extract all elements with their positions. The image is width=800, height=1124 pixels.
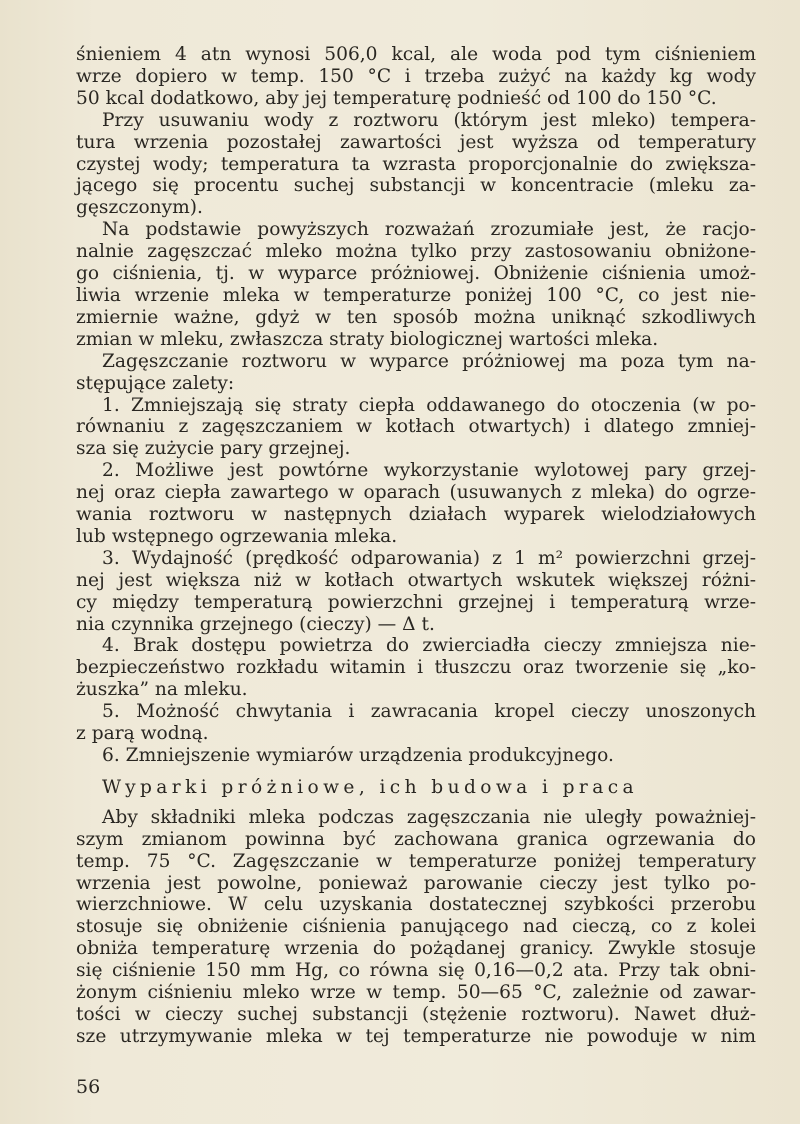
list-item: 5. Możność chwytania i zawracania kropel cieczy unoszonych [102, 701, 756, 723]
text-line: nej jest większa niż w kotłach otwartych wskutek większej różni- [76, 569, 756, 591]
text-line: jącego się procentu suchej substancji w koncentracie (mleku za- [76, 175, 756, 197]
text-line: tości w cieczy suchej substancji (stężenie roztworu). Nawet dłuż- [76, 1003, 756, 1025]
text-line: stosuje się obniżenie ciśnienia panującego nad cieczą, co z kolei [76, 916, 756, 938]
text-line: obniża temperaturę wrzenia do pożądanej granicy. Zwykle stosuje [76, 938, 756, 960]
text-line: zmiernie ważne, gdyż w ten sposób można uniknąć szkodliwych [76, 306, 756, 328]
text-line: równaniu z zagęszczaniem w kotłach otwartych) i dlatego zmniej- [76, 416, 756, 438]
text-line: lub wstępnego ogrzewania mleka. [76, 525, 398, 547]
list-item: 2. Możliwe jest powtórne wykorzystanie wylotowej pary grzej- [102, 460, 756, 482]
text-line: czystej wody; temperatura ta wzrasta proporcjonalnie do zwiększa- [76, 153, 756, 175]
text-line: tura wrzenia pozostałej zawartości jest wyższa od temperatury [76, 131, 756, 153]
text-line: Na podstawie powyższych rozważań zrozumiałe jest, że racjo- [102, 219, 756, 241]
text-line: go ciśnienia, tj. w wyparce próżniowej. Obniżenie ciśnienia umoż- [76, 263, 756, 285]
text-line: nalnie zagęszczać mleko można tylko przy zastosowaniu obniżone- [76, 241, 756, 263]
text-line: bezpieczeństwo rozkładu witamin i tłuszczu oraz tworzenie się „ko- [76, 657, 756, 679]
text-line: śnieniem 4 atn wynosi 506,0 kcal, ale woda pod tym ciśnieniem [76, 44, 756, 65]
text-line: 50 kcal dodatkowo, aby jej temperaturę podnieść od 100 do 150 °C. [76, 87, 717, 109]
list-item: 3. Wydajność (prędkość odparowania) z 1 m² powierzchni grzej- [102, 547, 756, 569]
text-line: temp. 75 °C. Zagęszczanie w temperaturze poniżej temperatury [76, 850, 756, 872]
page-number: 56 [76, 1076, 101, 1098]
text-line: Aby składniki mleka podczas zagęszczania nie uległy poważniej- [102, 806, 756, 828]
text-line: gęszczonym). [76, 197, 203, 219]
text-line: się ciśnienie 150 mm Hg, co równa się 0,16—0,2 ata. Przy tak obni- [76, 960, 756, 982]
text-line: żuszka” na mleku. [76, 679, 248, 701]
list-item: 1. Zmniejszają się straty ciepła oddawanego do otoczenia (w po- [102, 394, 756, 416]
text-line: stępujące zalety: [76, 372, 235, 394]
text-line: cy między temperaturą powierzchni grzejnej i temperaturą wrze- [76, 591, 756, 613]
text-line: wrze dopiero w temp. 150 °C i trzeba zużyć na każdy kg wody [76, 65, 756, 87]
text-line: z parą wodną. [76, 723, 209, 745]
text-line: wierzchniowe. W celu uzyskania dostatecznej szybkości przerobu [76, 894, 756, 916]
text-line: sze utrzymywanie mleka w tej temperaturze nie powoduje w nim [76, 1025, 756, 1047]
text-line: zmian w mleku, zwłaszcza straty biologicznej wartości mleka. [76, 328, 659, 350]
text-line: wrzenia jest powolne, ponieważ parowanie cieczy jest tylko po- [76, 872, 756, 894]
list-item: 4. Brak dostępu powietrza do zwierciadła cieczy zmniejsza nie- [102, 635, 756, 657]
text-line: liwia wrzenie mleka w temperaturze poniżej 100 °C, co jest nie- [76, 284, 756, 306]
text-line: żonym ciśnieniu mleko wrze w temp. 50—65 °C, zależnie od zawar- [76, 982, 756, 1004]
text-line: wania roztworu w następnych działach wyparek wielodziałowych [76, 504, 756, 526]
text-line: Przy usuwaniu wody z roztworu (którym jest mleko) tempera- [102, 109, 756, 131]
list-item: 6. Zmniejszenie wymiarów urządzenia produkcyjnego. [102, 745, 614, 766]
text-line: nia czynnika grzejnego (cieczy) — Δ t. [76, 613, 435, 635]
text-line: Zagęszczanie roztworu w wyparce próżniowej ma poza tym na- [102, 350, 756, 372]
body-text [76, 44, 756, 1048]
text-line: nej oraz ciepła zawartego w oparach (usuwanych z mleka) do ogrze- [76, 482, 756, 504]
section-heading: Wyparki próżniowe, ich budowa i praca [102, 776, 639, 798]
spacer [76, 767, 756, 777]
spacer [76, 799, 756, 807]
text-line: szym zmianom powinna być zachowana granica ogrzewania do [76, 828, 756, 850]
text-line: sza się zużycie pary grzejnej. [76, 438, 351, 460]
